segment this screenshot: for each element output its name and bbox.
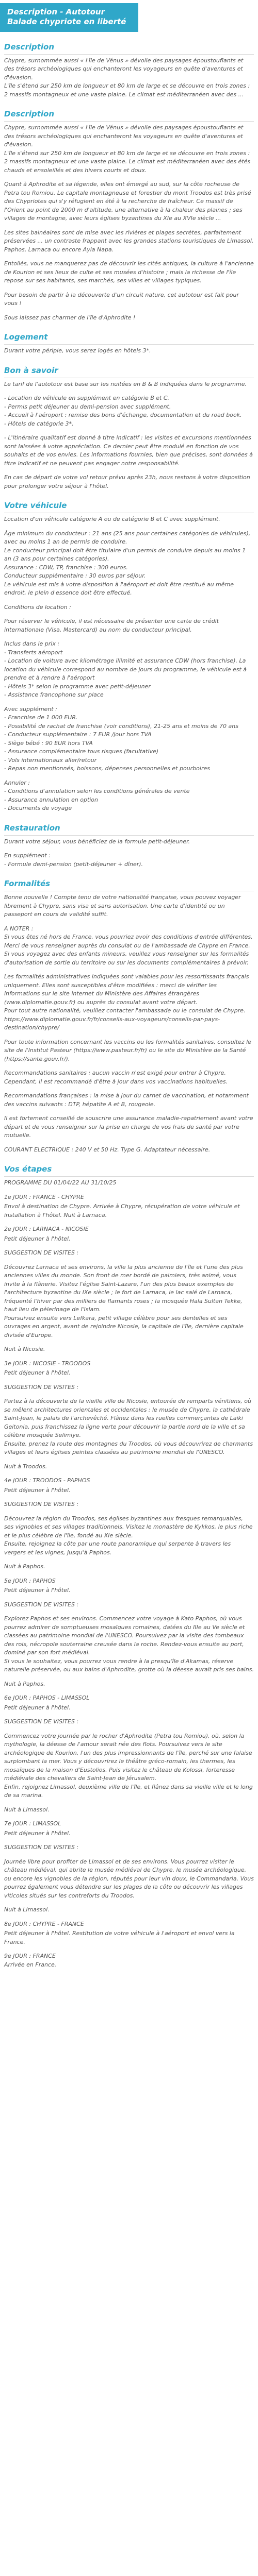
restauration-paragraph: En supplément : - Formule demi-pension (petit-déjeuner + dîner).	[4, 852, 143, 868]
day-paragraph: Partez à la découverte de la vieille ville de Nicosie, entourée de remparts vénitiens, où se mêlent architectures orientales et occidentales : le musée de Chypre, la cathédrale Saint-Jean, le palais de l'archevêché. Flânez dans les ruelles commerçantes de Laiki Geitonia, puis franchissez la ligne verte pour découvrir la partie nord de la ville et sa célèbre mosquée Selimiye. Ensuite, prenez la route des montagnes du Troodos, où vous découvrirez de charmants villages et leurs églises peintes classées au patrimoine mondial de l'UNESCO.	[4, 1398, 253, 1455]
day-paragraph: Petit déjeuner à l'hôtel.	[4, 1829, 71, 1837]
formalites-paragraph: Pour toute information concernant les vaccins ou les formalités sanitaires, consultez le site de l'Institut Pasteur (https://www.pasteur.fr/fr) ou le site du Ministère de la Santé (https://sante.gouv.fr/).	[4, 1038, 251, 1062]
day-paragraph: Petit déjeuner à l'hôtel.	[4, 1704, 71, 1711]
restauration-paragraph: Durant votre séjour, vous bénéficiez de la formule petit-déjeuner.	[4, 838, 190, 845]
day-heading: 1e JOUR : FRANCE - CHYPRE	[4, 1193, 84, 1200]
description-intro: Chypre, surnommée aussi « l'île de Vénus » dévoile des paysages époustouflants et des trésors archéologiques qui enchanteront les voyageurs en quête d'aventures et d'évasion. L'île s'étend sur 250 km de longueur et 80 km de large et se découvre en trois zones : 2 massifs montagneux et une vaste plaine. Le climat est méditerranéen avec des ...	[4, 57, 250, 98]
formalites-paragraph: Les formalités administratives indiquées sont valables pour les ressortissants français uniquement. Elles sont susceptibles d'être modifiées : merci de vérifier les informations sur le site internet du Ministère des Affaires étrangères (www.diplomatie.gouv.fr) ou auprès du consulat avant votre départ. Pour tout autre nationalité, veuillez contacter l'ambassade ou le consulat de Chypre. https://www.diplomatie.gouv.fr/fr/conseils-aux-voyageurs/conseils-par-pays-destination/chypre/	[4, 973, 249, 1031]
day-paragraph: Petit déjeuner à l'hôtel.	[4, 1369, 71, 1376]
day-paragraph: Nuit à Paphos.	[4, 1563, 45, 1570]
day-paragraph: Nuit à Paphos.	[4, 1680, 45, 1687]
description-paragraph: Sous laissez pas charmer de l'île d'Aphrodite !	[4, 314, 136, 321]
vehicule-paragraph: Conditions de location :	[4, 603, 71, 611]
day-paragraph: Petit déjeuner à l'hôtel.	[4, 1587, 71, 1594]
inclus-paragraph: Avec supplément : - Franchise de 1 000 EUR. - Possibilité de rachat de franchise (voir conditions), 21-25 ans et moins de 70 ans - Conducteur supplémentaire : 7 EUR /jour hors TVA - Siège bébé : 90 EUR hors TVA - Assurance complémentaire tous risques (facultative) - Vols internationaux aller/retour - Repas non mentionnés, boissons, dépenses personnelles et pourboires	[4, 705, 238, 772]
day-paragraph: SUGGESTION DE VISITES :	[4, 1718, 79, 1725]
programme-dates: PROGRAMME DU 01/04/22 AU 31/10/25	[4, 1179, 117, 1186]
section-title-vehicule: Votre véhicule	[4, 501, 254, 513]
vehicule-paragraph: Pour réserver le véhicule, il est nécessaire de présenter une carte de crédit internationale (Visa, Mastercard) au nom du conducteur principal.	[4, 618, 219, 633]
day-paragraph: SUGGESTION DE VISITES :	[4, 1844, 79, 1851]
section-title-formalites: Formalités	[4, 879, 254, 891]
day-paragraph: 9e JOUR : FRANCE Arrivée en France.	[4, 1953, 57, 1968]
day-heading: 2e JOUR : LARNACA - NICOSIE	[4, 1226, 89, 1232]
day-paragraph: Petit déjeuner à l'hôtel.	[4, 1486, 71, 1494]
day-paragraph: Explorez Paphos et ses environs. Commencez votre voyage à Kato Paphos, où vous pourrez admirer de somptueuses mosaïques romaines, datées du IIIe au Ve siècle et classées au patrimoine mondial de l'UNESCO. Poursuivez par la visite des tombeaux des rois, nécropole souterraine creusée dans la roche. Rendez-vous ensuite au port, dominé par son fort médiéval. Si vous le souhaitez, vous pourrez vous rendre à la presqu'île d'Akamas, réserve naturelle préservée, ou aux bains d'Aphrodite, grotte où la déesse aurait pris ses bains.	[4, 1615, 254, 1673]
bon-savoir-paragraph: - Location de véhicule en supplément en catégorie B et C. - Permis petit déjeuner au demi-pension avec supplément. - Accueil à l'aéroport : remise des bons d'échange, documentation et du road book. - Hôtels de catégorie 3*.	[4, 395, 242, 427]
formalites-paragraph: Recommandations françaises : la mise à jour du carnet de vaccination, et notamment des vaccins suivants : DTP, hépatite A et B, rougeole.	[4, 1092, 249, 1108]
day-heading: 8e JOUR : CHYPRE - FRANCE	[4, 1920, 84, 1927]
description-paragraph: Quant à Aphrodite et sa légende, elles ont émergé au sud, sur la côte rocheuse de Petra tou Romiou. Le capitale montagneuse et forestier du mont Troodos est très prisé des Chypriotes qui s'y réfugient en été à la recherche de fraîcheur. Ce massif de l'Orient au point de 2000 m d'altitude, une alternative à la chaleur des plaines ; ses villages de montagne, avec leurs églises byzantines du XIe au XVIe siècle ...	[4, 181, 251, 222]
inclus-paragraph: Annuler : - Conditions d'annulation selon les conditions générales de vente - Assurance annulation en option - Documents de voyage	[4, 779, 190, 811]
formalites-paragraph: Recommandations sanitaires : aucun vaccin n'est exigé pour entrer à Chypre. Cependant, il est recommandé d'être à jour dans vos vaccinations habituelles.	[4, 1070, 228, 1085]
day-paragraph: SUGGESTION DE VISITES :	[4, 1501, 79, 1507]
section-title-description: Description	[4, 42, 254, 55]
description-paragraph: Les sites balnéaires sont de mise avec les rivières et plages secrètes, parfaitement préservées ... un contraste frappant avec les grandes stations touristiques de Limassol, Paphos, Larnaca ou encore Ayia Napa.	[4, 229, 254, 253]
bon-savoir-paragraph: - L'itinéraire qualitatif est donné à titre indicatif : les visites et excursions mentionnées sont laissées à votre appréciation. Ce dernier peut être modulé en fonction de vos souhaits et de vos envies. Les informations fournies, bien que précises, sont données à titre indicatif et ne peuvent pas engager notre responsabilité.	[4, 434, 253, 467]
formalites-paragraph: Il est fortement conseillé de souscrire une assurance maladie-rapatriement avant votre départ et de vous renseigner sur la prise en charge de vos frais de santé par votre mutuelle.	[4, 1115, 253, 1139]
logement-paragraph: Durant votre périple, vous serez logés en hôtels 3*.	[4, 347, 151, 354]
day-paragraph: Envol à destination de Chypre. Arrivée à Chypre, récupération de votre véhicule et installation à l'hôtel. Nuit à Larnaca.	[4, 1203, 240, 1218]
day-paragraph: Nuit à Limassol.	[4, 1906, 50, 1913]
day-list	[4, 1193, 254, 1970]
day-paragraph: Nuit à Limassol.	[4, 1806, 50, 1813]
formalites-paragraph: COURANT ELECTRIQUE : 240 V et 50 Hz. Type G. Adaptateur nécessaire.	[4, 1146, 211, 1153]
content	[0, 42, 258, 1970]
description-paragraph: Chypre, surnommée aussi « l'île de Vénus » dévoile des paysages époustouflants et des trésors archéologiques qui enchanteront les voyageurs en quête d'aventures et d'évasion. L'île s'étend sur 250 km de longueur et 80 km de large et se découvre en trois zones : 2 massifs montagneux et une vaste plaine. Le climat est méditerranéen avec des étés chauds et ensoleillés et des hivers courts et doux.	[4, 124, 251, 174]
banner-title: Description - Autotour Balade chypriote en liberté	[7, 7, 126, 26]
day-heading: 4e JOUR : TROODOS - PAPHOS	[4, 1477, 90, 1484]
day-paragraph: SUGGESTION DE VISITES :	[4, 1601, 79, 1608]
day-paragraph: Petit déjeuner à l'hôtel.	[4, 1235, 71, 1242]
page-banner	[0, 3, 138, 32]
bon-savoir-paragraph: Le tarif de l'autotour est base sur les nuitées en B & B indiquées dans le programme.	[4, 380, 247, 387]
section-title-etapes: Vos étapes	[4, 1164, 254, 1177]
day-paragraph: Découvrez Larnaca et ses environs, la ville la plus ancienne de l'île et l'une des plus anciennes villes du monde. Son front de mer bordé de palmiers, très animé, vous invite à la flânerie. Visitez l'église Saint-Lazare, l'un des plus beaux exemples de l'architecture byzantine du IXe siècle ; le fort de Larnaca, le lac salé de Larnaca, fréquenté l'hiver par des milliers de flamants roses ; la mosquée Hala Sultan Tekke, haut lieu de pèlerinage de l'Islam. Poursuivez ensuite vers Lefkara, petit village célèbre pour ses dentelles et ses ouvrages en argent, avant de rejoindre Nicosie, la capitale de l'île, dernière capitale divisée d'Europe.	[4, 1263, 244, 1338]
section-title-description-full: Description	[4, 109, 254, 122]
section-title-restauration: Restauration	[4, 823, 254, 836]
day-paragraph: Commencez votre journée par le rocher d'Aphrodite (Petra tou Romiou), où, selon la mythologie, la déesse de l'amour serait née des flots. Poursuivez vers le site archéologique de Kourion, l'un des plus impressionnants de l'île, perché sur une falaise surplombant la mer. Vous y découvrirez le théâtre gréco-romain, les thermes, les mosaïques de la maison d'Eustolios. Puis visitez le château de Kolossi, forteresse médiévale des chevaliers de Saint-Jean de Jérusalem. Enfin, rejoignez Limassol, deuxième ville de l'île, et flânez dans sa vieille ville et le long de sa marina.	[4, 1732, 253, 1799]
day-paragraph: SUGGESTION DE VISITES :	[4, 1383, 79, 1391]
section-title-bon-savoir: Bon à savoir	[4, 366, 254, 378]
day-heading: 3e JOUR : NICOSIE - TROODOS	[4, 1360, 91, 1367]
day-paragraph: SUGGESTION DE VISITES :	[4, 1249, 79, 1256]
day-paragraph: Petit déjeuner à l'hôtel. Restitution de votre véhicule à l'aéroport et envol vers la France.	[4, 1930, 235, 1945]
formalites-paragraph: A NOTER : Si vous êtes né hors de France, vous pourriez avoir des conditions d'entrée différentes. Merci de vous renseigner auprès du consulat ou de l'ambassade de Chypre en France. Si vous voyagez avec des enfants mineurs, veuillez vous renseigner sur les formalités d'autorisation de sortie du territoire ou sur les documents complémentaires à prévoir.	[4, 925, 253, 966]
vehicule-paragraph: Location d'un véhicule catégorie A ou de catégorie B et C avec supplément.	[4, 516, 220, 522]
formalites-paragraph: Bonne nouvelle ! Compte tenu de votre nationalité française, vous pouvez voyager librement à Chypre, sans visa et sans autorisation. Une carte d'identité ou un passeport en cours de validité suffit.	[4, 894, 241, 918]
day-paragraph: Journée libre pour profiter de Limassol et de ses environs. Vous pourrez visiter le château médiéval, qui abrite le musée médiéval de Chypre, le musée archéologique, ou encore les vignobles de la région, réputés pour leur vin doux, le Commandaria. Vous pourrez également vous détendre sur les plages de la côte ou découvrir les villages viticoles situés sur les contreforts du Troodos.	[4, 1858, 254, 1899]
day-paragraph: Nuit à Nicosie.	[4, 1346, 45, 1352]
section-title-logement: Logement	[4, 332, 254, 345]
vehicule-paragraph: Âge minimum du conducteur : 21 ans (25 ans pour certaines catégories de véhicules), avec au moins 1 an de permis de conduire. Le conducteur principal doit être titulaire d'un permis de conduire depuis au moins 1 an (3 ans pour certaines catégories). Assurance : CDW, TP, franchise : 300 euros. Conducteur supplémentaire : 30 euros par séjour. Le véhicule est mis à votre disposition à l'aéroport et doit être restitué au même endroit, le plein d'essence doit être effectué.	[4, 530, 251, 596]
day-heading: 6e JOUR : PAPHOS - LIMASSOL	[4, 1694, 90, 1701]
inclus-paragraph: Inclus dans le prix : - Transferts aéroport - Location de voiture avec kilométrage illimité et assurance CDW (hors franchise). La location du véhicule correspond au nombre de jours du programme, le véhicule est à prendre et à rendre à l'aéroport - Hôtels 3* selon le programme avec petit-déjeuner - Assistance francophone sur place	[4, 640, 247, 698]
day-paragraph: Découvrez la région du Troodos, ses églises byzantines aux fresques remarquables, ses vignobles et ses villages traditionnels. Visitez le monastère de Kykkos, le plus riche et le plus célèbre de l'île, fondé au XIe siècle. Ensuite, rejoignez la côte par une route panoramique qui serpente à travers les vergers et les vignes, jusqu'à Paphos.	[4, 1515, 253, 1556]
day-paragraph: Nuit à Troodos.	[4, 1463, 47, 1470]
day-heading: 7e JOUR : LIMASSOL	[4, 1820, 61, 1827]
description-paragraph: Entoilés, vous ne manquerez pas de découvrir les cités antiques, la culture à l'ancienne de Kourion et ses lieux de culte et ses musées d'histoire ; mais la richesse de l'île repose sur ses habitants, ses marchés, ses villes et villages typiques.	[4, 260, 254, 284]
description-paragraph: Pour besoin de partir à la découverte d'un circuit nature, cet autotour est fait pour vous !	[4, 291, 239, 307]
bon-savoir-paragraph: En cas de départ de votre vol retour prévu après 23h, nous restons à votre disposition pour prolonger votre séjour à l'hôtel.	[4, 474, 250, 489]
day-heading: 5e JOUR : PAPHOS	[4, 1577, 56, 1584]
